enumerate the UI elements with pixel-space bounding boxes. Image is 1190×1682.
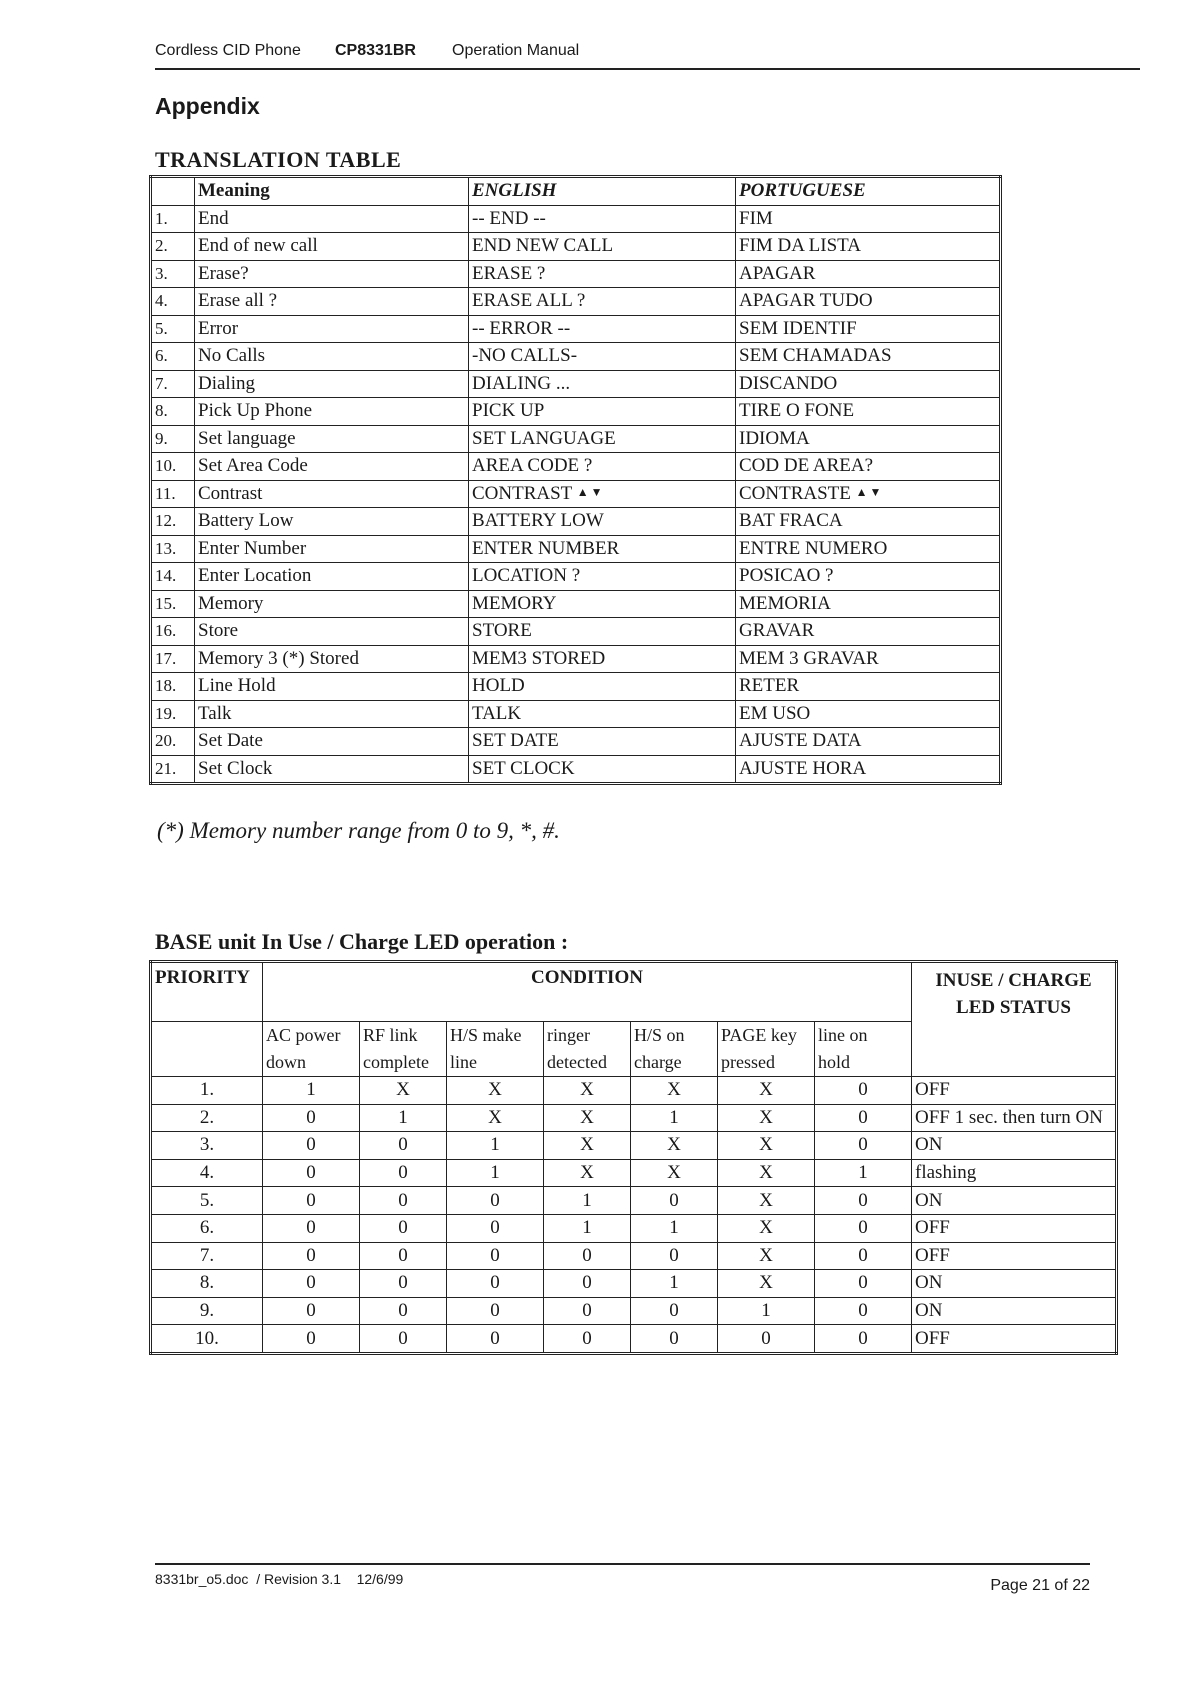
footer-doc: 8331br_o5.doc [155, 1571, 249, 1587]
footer-doc-info [155, 1571, 403, 1587]
condition-subheader-line2: charge [634, 1052, 682, 1072]
english-cell [469, 700, 736, 728]
page-footer [155, 1563, 1090, 1594]
led-row [151, 1297, 1117, 1325]
translation-row [151, 508, 1001, 536]
condition-value-cell: 1 [631, 1270, 718, 1298]
translation-row [151, 453, 1001, 481]
priority-cell: 9. [151, 1297, 263, 1325]
english-cell [469, 343, 736, 371]
portuguese-text: ENTRE NUMERO [739, 537, 888, 559]
english-text: SET CLOCK [472, 757, 575, 779]
condition-value-cell: 0 [447, 1214, 544, 1242]
portuguese-text: MEM 3 GRAVAR [739, 647, 879, 669]
condition-value-cell: X [718, 1104, 815, 1132]
english-text: -- END -- [472, 207, 546, 229]
translation-row [151, 315, 1001, 343]
english-cell [469, 618, 736, 646]
condition-subheader [360, 1022, 447, 1077]
condition-subheader-line2: complete [363, 1052, 429, 1072]
led-row [151, 1187, 1117, 1215]
row-number: 14. [151, 563, 195, 591]
meaning-cell: No Calls [195, 343, 469, 371]
condition-subheader-line2: down [266, 1052, 306, 1072]
condition-subheader [544, 1022, 631, 1077]
meaning-cell: Line Hold [195, 673, 469, 701]
condition-value-cell: 0 [815, 1187, 912, 1215]
portuguese-cell [736, 563, 1001, 591]
meaning-cell: Pick Up Phone [195, 398, 469, 426]
condition-subheader-line1: RF link [363, 1025, 418, 1045]
portuguese-cell [736, 590, 1001, 618]
portuguese-cell [736, 425, 1001, 453]
translation-row [151, 343, 1001, 371]
condition-value-cell: 0 [360, 1270, 447, 1298]
condition-header: CONDITION [263, 962, 912, 1022]
condition-value-cell: 1 [360, 1104, 447, 1132]
meaning-cell: Enter Number [195, 535, 469, 563]
led-status-cell: flashing [912, 1159, 1117, 1187]
english-text: MEM3 STORED [472, 647, 606, 669]
condition-value-cell: 0 [815, 1270, 912, 1298]
english-text: MEMORY [472, 592, 557, 614]
meaning-cell: Erase all ? [195, 288, 469, 316]
portuguese-cell [736, 645, 1001, 673]
translation-row [151, 535, 1001, 563]
led-status-cell: OFF [912, 1325, 1117, 1354]
english-cell [469, 480, 736, 508]
meaning-cell: Memory [195, 590, 469, 618]
portuguese-text: RETER [739, 675, 800, 697]
portuguese-text: APAGAR TUDO [739, 290, 873, 312]
condition-value-cell: 0 [631, 1325, 718, 1354]
english-cell [469, 673, 736, 701]
portuguese-text: POSICAO ? [739, 565, 834, 587]
condition-value-cell: 0 [544, 1270, 631, 1298]
english-text: ERASE ? [472, 262, 546, 284]
portuguese-text: COD DE AREA? [739, 455, 874, 477]
translation-row [151, 288, 1001, 316]
translation-table [149, 175, 1002, 785]
row-number: 10. [151, 453, 195, 481]
condition-value-cell: 0 [263, 1132, 360, 1160]
translation-row [151, 728, 1001, 756]
english-text: BATTERY LOW [472, 510, 604, 532]
condition-value-cell: 0 [360, 1325, 447, 1354]
condition-subheader-line1: PAGE key [721, 1025, 797, 1045]
row-number: 21. [151, 755, 195, 784]
footer-date: 12/6/99 [356, 1571, 404, 1587]
row-number: 8. [151, 398, 195, 426]
portuguese-cell [736, 618, 1001, 646]
condition-value-cell: 0 [360, 1132, 447, 1160]
english-cell [469, 398, 736, 426]
condition-value-cell: 0 [263, 1187, 360, 1215]
condition-subheader-line1: H/S make [450, 1025, 522, 1045]
row-number: 5. [151, 315, 195, 343]
condition-value-cell: 0 [360, 1159, 447, 1187]
up-down-arrows-icon: ▲▼ [576, 484, 605, 499]
header-manual: Operation Manual [452, 42, 580, 59]
condition-value-cell: 1 [815, 1159, 912, 1187]
condition-value-cell: X [718, 1187, 815, 1215]
row-number: 4. [151, 288, 195, 316]
row-number: 2. [151, 233, 195, 261]
english-cell [469, 260, 736, 288]
english-header: ENGLISH [469, 177, 736, 206]
condition-value-cell: X [718, 1242, 815, 1270]
condition-value-cell: X [544, 1077, 631, 1105]
row-number: 20. [151, 728, 195, 756]
row-number: 7. [151, 370, 195, 398]
condition-value-cell: 1 [631, 1214, 718, 1242]
led-status-cell: ON [912, 1297, 1117, 1325]
meaning-cell: Battery Low [195, 508, 469, 536]
led-status-header: INUSE / CHARGE LED STATUS [912, 962, 1117, 1077]
english-text: -NO CALLS- [472, 345, 578, 367]
meaning-cell: Memory 3 (*) Stored [195, 645, 469, 673]
led-row [151, 1325, 1117, 1354]
portuguese-text: GRAVAR [739, 620, 815, 642]
meaning-cell: Set Area Code [195, 453, 469, 481]
portuguese-text: EM USO [739, 702, 811, 724]
memory-range-note: (*) Memory number range from 0 to 9, *, #. [157, 818, 560, 843]
portuguese-text: CONTRASTE [739, 482, 851, 504]
condition-value-cell: X [718, 1270, 815, 1298]
condition-value-cell: 0 [360, 1214, 447, 1242]
english-text: TALK [472, 702, 522, 724]
english-text: HOLD [472, 675, 525, 697]
condition-value-cell: 0 [544, 1325, 631, 1354]
portuguese-text: FIM [739, 207, 773, 229]
portuguese-text: AJUSTE DATA [739, 730, 862, 752]
appendix-title: Appendix [155, 93, 260, 119]
priority-cell: 8. [151, 1270, 263, 1298]
condition-subheader [263, 1022, 360, 1077]
condition-subheader-line2: line [450, 1052, 477, 1072]
condition-value-cell: X [360, 1077, 447, 1105]
english-cell [469, 535, 736, 563]
led-status-cell: OFF [912, 1214, 1117, 1242]
condition-value-cell: 1 [631, 1104, 718, 1132]
condition-subheader-line1: H/S on [634, 1025, 685, 1045]
condition-value-cell: 0 [360, 1297, 447, 1325]
portuguese-text: MEMORIA [739, 592, 831, 614]
portuguese-text: BAT FRACA [739, 510, 843, 532]
meaning-cell: Set language [195, 425, 469, 453]
portuguese-text: APAGAR [739, 262, 816, 284]
header-model: CP8331BR [335, 42, 416, 59]
condition-value-cell: 1 [544, 1187, 631, 1215]
translation-row [151, 260, 1001, 288]
english-cell [469, 425, 736, 453]
priority-cell: 1. [151, 1077, 263, 1105]
condition-value-cell: 0 [263, 1270, 360, 1298]
header-product: Cordless CID Phone [155, 42, 301, 59]
condition-value-cell: 0 [263, 1159, 360, 1187]
condition-value-cell: 0 [447, 1297, 544, 1325]
meaning-cell: Set Clock [195, 755, 469, 784]
english-text: SET LANGUAGE [472, 427, 616, 449]
led-status-cell: ON [912, 1270, 1117, 1298]
portuguese-header: PORTUGUESE [736, 177, 1001, 206]
condition-value-cell: X [544, 1132, 631, 1160]
condition-value-cell: 0 [815, 1325, 912, 1354]
row-number: 15. [151, 590, 195, 618]
priority-cell: 3. [151, 1132, 263, 1160]
row-number: 16. [151, 618, 195, 646]
translation-row [151, 370, 1001, 398]
condition-value-cell: 0 [815, 1104, 912, 1132]
meaning-cell: Enter Location [195, 563, 469, 591]
condition-value-cell: 1 [447, 1159, 544, 1187]
row-number: 13. [151, 535, 195, 563]
condition-value-cell: 0 [447, 1270, 544, 1298]
meaning-cell: Talk [195, 700, 469, 728]
condition-value-cell: 0 [263, 1214, 360, 1242]
meaning-header: Meaning [195, 177, 469, 206]
led-row [151, 1132, 1117, 1160]
portuguese-cell [736, 508, 1001, 536]
priority-cell: 6. [151, 1214, 263, 1242]
priority-cell: 5. [151, 1187, 263, 1215]
translation-row [151, 645, 1001, 673]
condition-value-cell: 0 [631, 1187, 718, 1215]
translation-row [151, 205, 1001, 233]
row-number: 18. [151, 673, 195, 701]
english-text: DIALING ... [472, 372, 571, 394]
portuguese-cell [736, 480, 1001, 508]
row-number: 19. [151, 700, 195, 728]
condition-value-cell: X [718, 1077, 815, 1105]
led-row [151, 1077, 1117, 1105]
condition-value-cell: X [718, 1132, 815, 1160]
row-number: 11. [151, 480, 195, 508]
portuguese-cell [736, 205, 1001, 233]
condition-value-cell: 0 [360, 1242, 447, 1270]
led-table-title: BASE unit In Use / Charge LED operation : [155, 929, 569, 954]
condition-value-cell: 0 [263, 1325, 360, 1354]
condition-value-cell: 0 [631, 1242, 718, 1270]
portuguese-text: TIRE O FONE [739, 400, 855, 422]
condition-value-cell: 0 [263, 1104, 360, 1132]
translation-row [151, 755, 1001, 784]
condition-value-cell: X [631, 1077, 718, 1105]
condition-value-cell: X [718, 1214, 815, 1242]
english-cell [469, 728, 736, 756]
condition-value-cell: X [631, 1132, 718, 1160]
condition-value-cell: 0 [631, 1297, 718, 1325]
row-number: 6. [151, 343, 195, 371]
condition-value-cell: X [447, 1077, 544, 1105]
led-table-header [151, 962, 1117, 1022]
meaning-cell: End of new call [195, 233, 469, 261]
led-row [151, 1242, 1117, 1270]
meaning-cell: Dialing [195, 370, 469, 398]
condition-value-cell: 0 [263, 1297, 360, 1325]
portuguese-cell [736, 315, 1001, 343]
meaning-cell: Store [195, 618, 469, 646]
translation-row [151, 480, 1001, 508]
translation-row [151, 563, 1001, 591]
priority-cell: 4. [151, 1159, 263, 1187]
condition-subheader-line2: hold [818, 1052, 851, 1072]
condition-value-cell: 0 [815, 1297, 912, 1325]
english-text: CONTRAST [472, 482, 572, 504]
priority-cell: 2. [151, 1104, 263, 1132]
portuguese-cell [736, 700, 1001, 728]
condition-value-cell: 0 [815, 1242, 912, 1270]
portuguese-text: AJUSTE HORA [739, 757, 867, 779]
english-cell [469, 645, 736, 673]
condition-value-cell: 0 [447, 1325, 544, 1354]
led-row [151, 1159, 1117, 1187]
condition-value-cell: 0 [447, 1187, 544, 1215]
condition-subheader [631, 1022, 718, 1077]
portuguese-cell [736, 233, 1001, 261]
english-cell [469, 590, 736, 618]
portuguese-text: DISCANDO [739, 372, 838, 394]
portuguese-cell [736, 755, 1001, 784]
row-number: 12. [151, 508, 195, 536]
english-cell [469, 563, 736, 591]
english-text: ERASE ALL ? [472, 290, 586, 312]
portuguese-cell [736, 728, 1001, 756]
english-text: SET DATE [472, 730, 559, 752]
meaning-cell: Contrast [195, 480, 469, 508]
condition-value-cell: 0 [447, 1242, 544, 1270]
portuguese-cell [736, 453, 1001, 481]
condition-value-cell: X [447, 1104, 544, 1132]
translation-row [151, 590, 1001, 618]
condition-value-cell: 0 [544, 1242, 631, 1270]
english-cell [469, 205, 736, 233]
translation-table-header [151, 177, 1001, 206]
condition-value-cell: 0 [718, 1325, 815, 1354]
led-status-cell: OFF [912, 1242, 1117, 1270]
num-header-cell [151, 177, 195, 206]
condition-value-cell: 1 [544, 1214, 631, 1242]
priority-subheader-cell [151, 1022, 263, 1077]
portuguese-cell [736, 398, 1001, 426]
condition-value-cell: X [544, 1104, 631, 1132]
portuguese-cell [736, 343, 1001, 371]
row-number: 1. [151, 205, 195, 233]
portuguese-cell [736, 673, 1001, 701]
english-text: END NEW CALL [472, 235, 614, 257]
english-cell [469, 755, 736, 784]
english-cell [469, 508, 736, 536]
condition-subheader [815, 1022, 912, 1077]
condition-subheader [447, 1022, 544, 1077]
condition-value-cell: 0 [360, 1187, 447, 1215]
meaning-cell: Set Date [195, 728, 469, 756]
row-number: 17. [151, 645, 195, 673]
english-text: -- ERROR -- [472, 317, 571, 339]
up-down-arrows-icon: ▲▼ [855, 484, 884, 499]
translation-row [151, 618, 1001, 646]
condition-value-cell: 1 [718, 1297, 815, 1325]
portuguese-text: IDIOMA [739, 427, 810, 449]
row-number: 3. [151, 260, 195, 288]
translation-row [151, 398, 1001, 426]
translation-row [151, 700, 1001, 728]
portuguese-text: SEM IDENTIF [739, 317, 857, 339]
english-cell [469, 453, 736, 481]
led-row [151, 1214, 1117, 1242]
english-text: ENTER NUMBER [472, 537, 620, 559]
led-status-cell: ON [912, 1187, 1117, 1215]
priority-cell: 10. [151, 1325, 263, 1354]
english-text: STORE [472, 620, 532, 642]
page-header [155, 38, 1140, 70]
condition-value-cell: 0 [815, 1132, 912, 1160]
portuguese-cell [736, 535, 1001, 563]
led-operation-table [149, 960, 1118, 1355]
footer-page: Page 21 of 22 [990, 1577, 1090, 1594]
english-cell [469, 315, 736, 343]
condition-value-cell: 0 [815, 1214, 912, 1242]
portuguese-cell [736, 288, 1001, 316]
led-status-cell: ON [912, 1132, 1117, 1160]
meaning-cell: Erase? [195, 260, 469, 288]
condition-subheader-line2: pressed [721, 1052, 775, 1072]
portuguese-text: FIM DA LISTA [739, 235, 861, 257]
condition-value-cell: X [631, 1159, 718, 1187]
translation-row [151, 673, 1001, 701]
led-row [151, 1270, 1117, 1298]
meaning-cell: Error [195, 315, 469, 343]
condition-value-cell: 1 [263, 1077, 360, 1105]
condition-subheader-line2: detected [547, 1052, 607, 1072]
english-cell [469, 288, 736, 316]
translation-table-title: TRANSLATION TABLE [155, 147, 402, 172]
english-text: PICK UP [472, 400, 545, 422]
condition-subheader [718, 1022, 815, 1077]
led-row [151, 1104, 1117, 1132]
footer-revision: / Revision 3.1 [256, 1571, 342, 1587]
english-cell [469, 370, 736, 398]
condition-subheader-line1: AC power [266, 1025, 341, 1045]
translation-row [151, 233, 1001, 261]
portuguese-cell [736, 370, 1001, 398]
condition-value-cell: 0 [815, 1077, 912, 1105]
english-text: LOCATION ? [472, 565, 581, 587]
condition-value-cell: X [544, 1159, 631, 1187]
portuguese-text: SEM CHAMADAS [739, 345, 892, 367]
english-text: AREA CODE ? [472, 455, 593, 477]
priority-header: PRIORITY [151, 962, 263, 1022]
condition-value-cell: 0 [544, 1297, 631, 1325]
priority-cell: 7. [151, 1242, 263, 1270]
condition-subheader-line1: line on [818, 1025, 868, 1045]
condition-value-cell: 1 [447, 1132, 544, 1160]
condition-subheader-line1: ringer [547, 1025, 590, 1045]
condition-value-cell: 0 [263, 1242, 360, 1270]
row-number: 9. [151, 425, 195, 453]
led-status-cell: OFF [912, 1077, 1117, 1105]
condition-value-cell: X [718, 1159, 815, 1187]
meaning-cell: End [195, 205, 469, 233]
english-cell [469, 233, 736, 261]
portuguese-cell [736, 260, 1001, 288]
led-status-cell: OFF 1 sec. then turn ON [912, 1104, 1117, 1132]
translation-row [151, 425, 1001, 453]
